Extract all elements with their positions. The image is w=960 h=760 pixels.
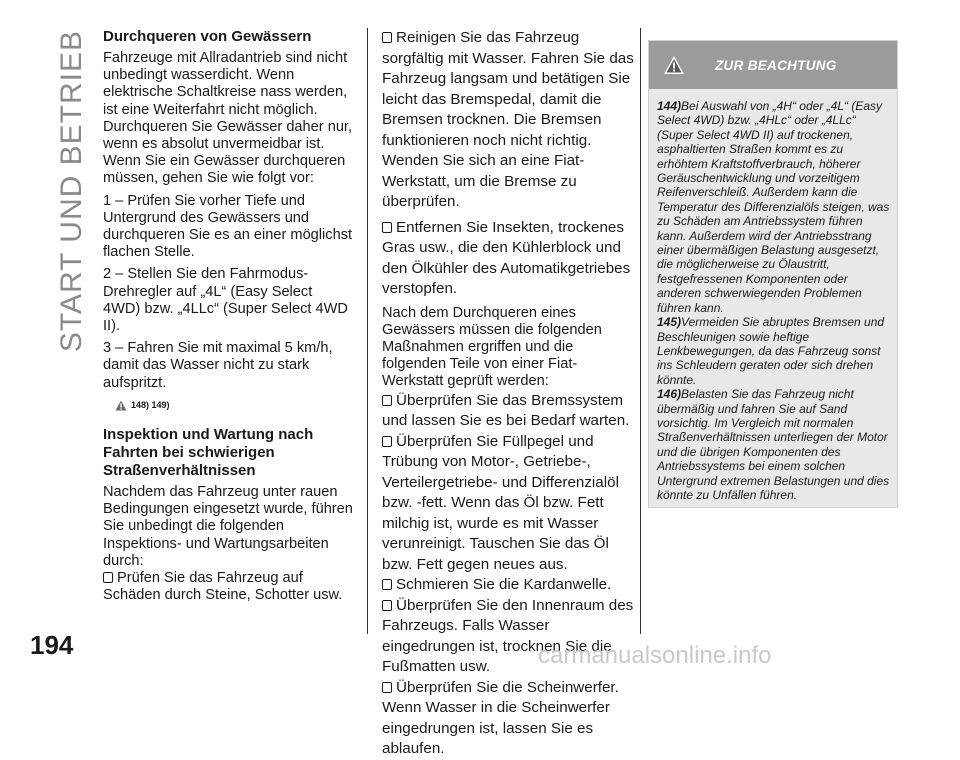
list-item: Entfernen Sie Insekten, trockenes Gras usw., die den Kühlerblock und den Ölkühler des Automatikgetriebes verstopfen. bbox=[382, 218, 631, 297]
notice-title: ZUR BEACHTUNG bbox=[715, 57, 837, 73]
checkbox-bullet-icon bbox=[382, 600, 392, 611]
page-number: 194 bbox=[30, 630, 74, 660]
column-divider bbox=[367, 28, 368, 634]
list-item: Überprüfen Sie Füllpegel und Trübung von Motor-, Getriebe-, Verteilergetriebe- und Differenzialöl bzw. -fett. Wenn das Öl bzw. Fett milchig ist, wurde es mit Wasser verunreinigt. Tauschen Sie das Öl bzw. Fett gegen neues aus. bbox=[382, 432, 619, 573]
checkbox-bullet-icon bbox=[382, 395, 392, 406]
warning-triangle-icon bbox=[663, 55, 685, 75]
heading-water-crossing: Durchqueren von Gewässern bbox=[103, 28, 312, 45]
checkbox-bullet-icon bbox=[382, 579, 392, 590]
checkbox-bullet-icon bbox=[382, 32, 392, 43]
checkbox-bullet-icon bbox=[382, 682, 392, 693]
note-item: 144)Bei Auswahl von „4H“ oder „4L“ (Easy Select 4WD) bzw. „4HLc“ oder „4LLc“ (Super Select 4WD II) auf trockenen, asphaltierten Straßen kommt es zu erhöhtem Kraftstoffverbrauch, höherer Geräuschentwicklung und vorzeitigem Reifenverschleiß. Außerdem kann die Temperatur des Differenzialöls steigen, was zu Schäden am Antriebssystem führen kann. Außerdem wird der Antriebsstrang einer übermäßigen Belastung ausgesetzt, die möglicherweise zu Ölaustritt, festgefressenen Komponenten oder anderen schwerwiegenden Problemen führen kann. bbox=[657, 99, 890, 315]
paragraph: Nach dem Durchqueren eines Gewässers müssen die folgenden Maßnahmen ergriffen und die folgenden Teile von einer Fiat-Werkstatt geprüft werden: bbox=[382, 304, 602, 390]
checkbox-bullet-icon bbox=[382, 222, 392, 233]
section-sidebar-title bbox=[52, 30, 92, 590]
section-title-text: START UND BETRIEB bbox=[55, 30, 88, 353]
paragraph: 2 – Stellen Sie den Fahrmodus-Drehregler auf „4L“ (Easy Select 4WD) bzw. „4LLc“ (Super Select 4WD II). bbox=[103, 266, 348, 335]
watermark: carmanualsonline.info bbox=[538, 642, 772, 669]
notice-box bbox=[648, 40, 898, 508]
list-item: Prüfen Sie das Fahrzeug auf Schäden durch Steine, Schotter usw. bbox=[103, 570, 343, 604]
list-item: Überprüfen Sie die Scheinwerfer. Wenn Wasser in die Scheinwerfer eingedrungen ist, lassen Sie es ablaufen. bbox=[382, 678, 619, 758]
paragraph: 3 – Fahren Sie mit maximal 5 km/h, damit das Wasser nicht zu stark aufspritzt. bbox=[103, 340, 333, 391]
list-item: Überprüfen Sie das Bremssystem und lassen Sie es bei Bedarf warten. bbox=[382, 391, 630, 430]
checkbox-bullet-icon bbox=[103, 572, 113, 583]
notice-header bbox=[649, 41, 897, 89]
paragraph: Fahrzeuge mit Allradantrieb sind nicht unbedingt wasserdicht. Wenn elektrische Schaltkreise nass werden, ist eine Weiterfahrt nicht möglich. Durchqueren Sie Gewässer daher nur, wenn es absolut unvermeidbar ist. Wenn Sie ein Gewässer durchqueren müssen, gehen Sie wie folgt vor: bbox=[103, 50, 353, 187]
column-1 bbox=[103, 28, 353, 609]
paragraph: Nachdem das Fahrzeug unter rauen Bedingungen eingesetzt wurde, führen Sie unbedingt die folgenden Inspektions- und Wartungsarbeiten durch: bbox=[103, 484, 353, 569]
warning-references bbox=[115, 397, 353, 414]
reference-numbers: 148) 149) bbox=[131, 399, 170, 410]
list-item: Überprüfen Sie den Innenraum des Fahrzeugs. Falls Wasser eingedrungen ist, trocknen Sie die Fußmatten usw. bbox=[382, 596, 634, 676]
list-item: Reinigen Sie das Fahrzeug sorgfältig mit Wasser. Fahren Sie das Fahrzeug langsam und betätigen Sie leicht das Bremspedal, damit die Bremsen trocknen. Die Bremsen funktionieren noch nicht richtig. Wenden Sie sich an eine Fiat-Werkstatt, um die Bremse zu überprüfen. bbox=[382, 29, 634, 210]
notice-body bbox=[657, 99, 891, 502]
note-item: 146)Belasten Sie das Fahrzeug nicht übermäßig und fahren Sie auf Sand vorsichtig. Im Vergleich mit normalen Straßenverhältnissen unterliegen der Motor und die übrigen Komponenten des Antriebssystems bei einem solchen Untergrund extremen Belastungen und dies könnte zu Unfällen führen. bbox=[657, 387, 890, 502]
checkbox-bullet-icon bbox=[382, 436, 392, 447]
warning-triangle-icon bbox=[115, 400, 127, 411]
column-divider bbox=[640, 28, 641, 634]
list-item: Schmieren Sie die Kardanwelle. bbox=[382, 575, 637, 596]
paragraph: 1 – Prüfen Sie vorher Tiefe und Untergrund des Gewässers und durchqueren Sie es an einer möglichst flachen Stelle. bbox=[103, 192, 353, 261]
note-item: 145)Vermeiden Sie abruptes Bremsen und Beschleunigen sowie heftige Lenkbewegungen, da das Fahrzeug sonst ins Schleudern geraten oder sich drehen könnte. bbox=[657, 315, 885, 387]
heading-inspection: Inspektion und Wartung nach Fahrten bei schwierigen Straßenverhältnissen bbox=[103, 426, 314, 480]
